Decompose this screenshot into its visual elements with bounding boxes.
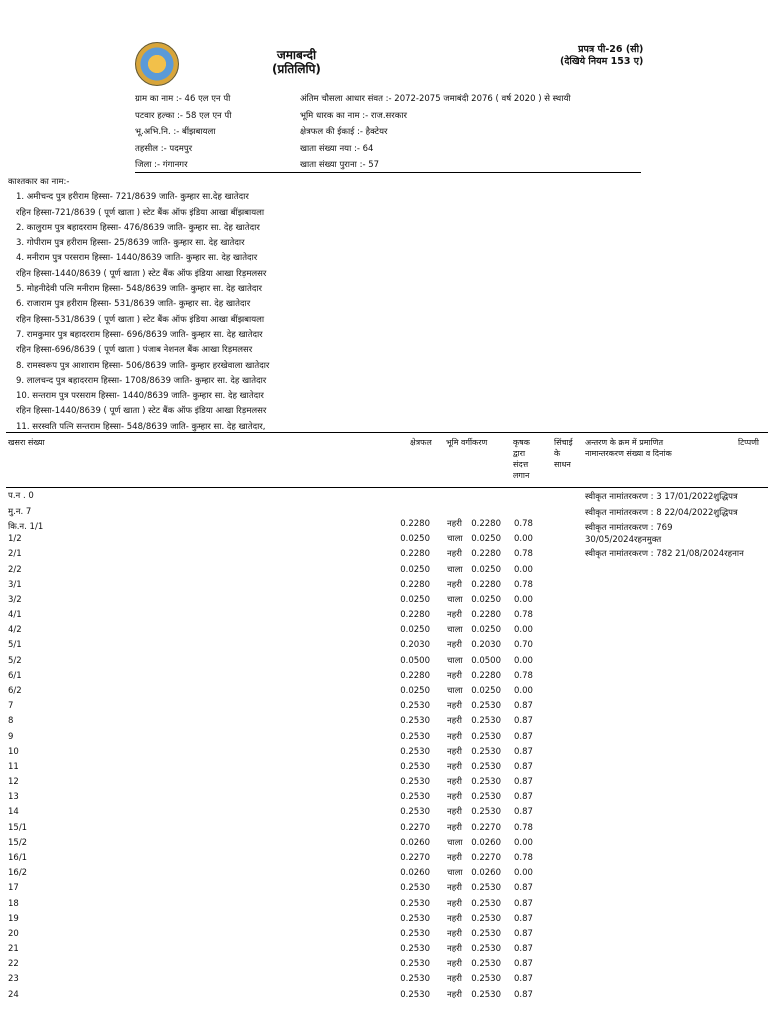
area-value: 0.2280 (400, 519, 430, 529)
rajasthan-emblem-logo (135, 42, 179, 86)
area-value: 0.2530 (400, 777, 430, 788)
col-remarks: टिप्पणी (738, 438, 759, 447)
farmer-area-value: 0.2530 (471, 777, 501, 788)
rent-value: 0.70 (514, 640, 533, 651)
rent-value: 0.87 (514, 746, 533, 757)
rent-value: 0.78 (514, 610, 533, 621)
land-record-inspector: भू.अभि.नि. :- बींझबायला (135, 127, 216, 137)
table-top-rule (6, 432, 768, 433)
table-row (0, 611, 768, 625)
area-value: 0.2530 (400, 731, 430, 742)
col-farmer-rent-line: द्वारा (513, 449, 526, 458)
col-irrigation-line: सिंचाई (554, 438, 573, 447)
table-row (0, 702, 768, 716)
farmer-area-value: 0.0250 (471, 594, 501, 605)
area-value: 0.0260 (400, 868, 430, 879)
rent-value: 0.00 (514, 534, 533, 545)
patwar-halka: पटवार हल्का :- 58 एल एन पी (135, 110, 232, 121)
owners-heading: काश्तकार का नाम:- (8, 177, 70, 187)
area-value: 0.0250 (400, 594, 430, 605)
land-class: नहरी (447, 807, 462, 818)
rent-value: 0.87 (514, 989, 533, 1000)
owner-line: 2. कालुराम पुत्र बहादरराम हिस्सा- 476/8639 जाति- कुम्हार सा. देह खातेदार (16, 222, 260, 233)
khasra-number: 9 (8, 731, 14, 742)
col-farmer-rent-line: कृषक (513, 438, 530, 447)
col-land-class: भूमि वर्गीकरण (446, 438, 488, 447)
khasra-number: 4/1 (8, 610, 22, 621)
khasra-number: 4/2 (8, 625, 22, 636)
table-row (0, 550, 768, 564)
land-class: नहरी (447, 610, 462, 621)
mutation-note: 30/05/2024रहनमुक्त (585, 535, 662, 545)
khasra-number: 14 (8, 807, 19, 818)
farmer-area-value: 0.2280 (471, 519, 501, 529)
area-value: 0.2280 (400, 610, 430, 621)
table-row (0, 915, 768, 929)
farmer-area-value: 0.2280 (471, 549, 501, 560)
khasra-number: 6/2 (8, 685, 22, 696)
patta-number: प.न . 0 (8, 491, 34, 501)
header-left-block (135, 91, 231, 174)
rent-value: 0.87 (514, 883, 533, 894)
table-row (0, 733, 768, 747)
mutation-note: स्वीकृत नामांतरकरण : 782 21/08/2024रहनान (585, 549, 744, 559)
mutation-note: स्वीकृत नामांतरकरण : 769 (585, 523, 673, 533)
area-value: 0.0250 (400, 534, 430, 545)
table-row (0, 687, 768, 701)
rent-value: 0.87 (514, 913, 533, 924)
farmer-area-value: 0.0500 (471, 655, 501, 666)
land-class: नहरी (447, 944, 462, 955)
farmer-area-value: 0.2530 (471, 746, 501, 757)
farmer-area-value: 0.2530 (471, 701, 501, 712)
table-row (0, 626, 768, 640)
owner-line: 8. रामस्वरूप पुत्र आशाराम हिस्सा- 506/8639 जाति- कुम्हार हरखेवाला खातेदार (16, 360, 270, 371)
farmer-area-value: 0.2530 (471, 807, 501, 818)
khasra-number: 19 (8, 913, 19, 924)
khasra-number: 7 (8, 701, 14, 712)
farmer-area-value: 0.2530 (471, 913, 501, 924)
farmer-area-value: 0.0250 (471, 564, 501, 575)
col-farmer-rent (513, 437, 530, 481)
land-class: नहरी (447, 701, 462, 712)
col-irrigation (554, 437, 573, 470)
khasra-number: 18 (8, 898, 19, 909)
table-row (0, 748, 768, 762)
area-value: 0.2530 (400, 944, 430, 955)
village-name: ग्राम का नाम :- 46 एल एन पी (135, 94, 231, 104)
area-value: 0.2530 (400, 761, 430, 772)
land-class: चाला (447, 868, 463, 879)
farmer-area-value: 0.2530 (471, 928, 501, 939)
table-row (0, 657, 768, 671)
table-row (0, 945, 768, 959)
title-line-1: जमाबन्दी (276, 48, 317, 62)
khasra-number: 8 (8, 716, 14, 727)
khasra-number: 2/2 (8, 564, 22, 575)
land-class: चाला (447, 655, 463, 666)
land-class: नहरी (447, 640, 462, 651)
table-row (0, 930, 768, 944)
land-class: चाला (447, 837, 463, 848)
owner-line: 4. मनीराम पुत्र परसराम हिस्सा- 1440/8639 जाति- कुम्हार सा. देह खातेदार (16, 253, 258, 264)
rent-value: 0.87 (514, 898, 533, 909)
table-row (0, 869, 768, 883)
khasra-number: 23 (8, 974, 19, 985)
land-class: नहरी (447, 913, 462, 924)
farmer-area-value: 0.0250 (471, 685, 501, 696)
khasra-number: 21 (8, 944, 19, 955)
rent-value: 0.87 (514, 716, 533, 727)
table-row (0, 566, 768, 580)
farmer-area-value: 0.2280 (471, 670, 501, 681)
table-row (0, 672, 768, 686)
land-holder-name: भूमि धारक का नाम :- राज.सरकार (300, 110, 407, 121)
rent-value: 0.87 (514, 807, 533, 818)
land-class: नहरी (447, 883, 462, 894)
land-class: नहरी (447, 974, 462, 985)
area-value: 0.2530 (400, 913, 430, 924)
document-title (272, 48, 321, 76)
table-row (0, 960, 768, 974)
khasra-number: 24 (8, 989, 19, 1000)
land-class: नहरी (447, 670, 462, 681)
khasra-number: 13 (8, 792, 19, 803)
land-class: नहरी (447, 761, 462, 772)
land-class: नहरी (447, 549, 462, 560)
area-value: 0.2530 (400, 883, 430, 894)
farmer-area-value: 0.0260 (471, 868, 501, 879)
khasra-number: 5/1 (8, 640, 22, 651)
land-class: चाला (447, 685, 463, 696)
land-class: चाला (447, 594, 463, 605)
land-class: नहरी (447, 746, 462, 757)
farmer-area-value: 0.0260 (471, 837, 501, 848)
col-irrigation-line: के (554, 449, 561, 458)
khasra-number: 16/1 (8, 852, 28, 863)
owner-line: रहिन हिस्सा-531/8639 ( पूर्ण खाता ) स्टेट बैंक ऑफ इंडिया आखा बींझबायला (16, 314, 265, 325)
khasra-number: 1/2 (8, 534, 22, 545)
land-class: नहरी (447, 716, 462, 727)
table-row (0, 854, 768, 868)
rent-value: 0.87 (514, 701, 533, 712)
table-row (0, 793, 768, 807)
tehsil: तहसील :- पदमपुर (135, 143, 193, 154)
area-value: 0.2530 (400, 746, 430, 757)
rent-value: 0.00 (514, 868, 533, 879)
col-irrigation-line: साधन (554, 460, 571, 469)
rent-value: 0.87 (514, 944, 533, 955)
area-value: 0.0250 (400, 564, 430, 575)
rent-value: 0.87 (514, 792, 533, 803)
khasra-number: 5/2 (8, 655, 22, 666)
area-value: 0.2530 (400, 898, 430, 909)
rent-value: 0.78 (514, 852, 533, 863)
khasra-number: 12 (8, 777, 19, 788)
rent-value: 0.87 (514, 777, 533, 788)
rent-value: 0.00 (514, 564, 533, 575)
land-class: चाला (447, 625, 463, 636)
land-class: चाला (447, 534, 463, 545)
farmer-area-value: 0.0250 (471, 534, 501, 545)
rent-value: 0.87 (514, 731, 533, 742)
rent-value: 0.78 (514, 549, 533, 560)
rent-value: 0.00 (514, 655, 533, 666)
khasra-number: 3/1 (8, 579, 22, 590)
land-class: नहरी (447, 822, 462, 833)
farmer-area-value: 0.2530 (471, 731, 501, 742)
table-row (0, 808, 768, 822)
kila-number: कि.न. 1/1 (8, 522, 44, 532)
farmer-area-value: 0.2280 (471, 579, 501, 590)
land-class: नहरी (447, 777, 462, 788)
owner-line: रहिन हिस्सा-721/8639 ( पूर्ण खाता ) स्टेट बैंक ऑफ इंडिया आखा बींझबायला (16, 207, 265, 218)
area-value: 0.2530 (400, 701, 430, 712)
form-reference (560, 44, 643, 68)
rent-value: 0.78 (514, 670, 533, 681)
owner-line: रहिन हिस्सा-1440/8639 ( पूर्ण खाता ) स्टेट बैंक ऑफ इंडिया आखा रिड़मलसर (16, 268, 267, 279)
area-value: 0.2270 (400, 852, 430, 863)
land-class: चाला (447, 564, 463, 575)
area-value: 0.2280 (400, 549, 430, 560)
land-class: नहरी (447, 959, 462, 970)
khasra-number: 17 (8, 883, 19, 894)
rent-value: 0.78 (514, 579, 533, 590)
table-row (0, 778, 768, 792)
land-class: नहरी (447, 792, 462, 803)
farmer-area-value: 0.2530 (471, 898, 501, 909)
owner-line: 3. गोपीराम पुत्र हरीराम हिस्सा- 25/8639 जाति- कुम्हार सा. देह खातेदार (16, 238, 245, 249)
area-value: 0.2030 (400, 640, 430, 651)
land-class: नहरी (447, 519, 462, 529)
rent-value: 0.87 (514, 928, 533, 939)
land-class: नहरी (447, 731, 462, 742)
farmer-area-value: 0.2270 (471, 852, 501, 863)
farmer-area-value: 0.2530 (471, 989, 501, 1000)
header-right-block (300, 91, 571, 174)
khasra-number: 3/2 (8, 594, 22, 605)
table-row (0, 900, 768, 914)
table-row (0, 763, 768, 777)
owner-line: 7. रामकुमार पुत्र बहादरराम हिस्सा- 696/8639 जाति- कुम्हार सा. देह खातेदार (16, 329, 263, 340)
land-class: नहरी (447, 928, 462, 939)
col-mutation-line: नामान्तरकरण संख्या व दिनांक (585, 449, 672, 458)
table-row (0, 839, 768, 853)
land-class: नहरी (447, 579, 462, 590)
area-value: 0.0260 (400, 837, 430, 848)
area-value: 0.2280 (400, 670, 430, 681)
land-class: नहरी (447, 989, 462, 1000)
owner-line: 5. मोहनीदेवी पत्नि मनीराम हिस्सा- 548/8639 जाति- कुम्हार सा. देह खातेदार (16, 284, 263, 295)
rent-value: 0.87 (514, 974, 533, 985)
settlement-basis: अंतिम चौसला आधार संवत :- 2072-2075 जमाबंदी 2076 ( वर्ष 2020 ) से स्थायी (300, 94, 571, 104)
owner-line: रहिन हिस्सा-696/8639 ( पूर्ण खाता ) पंजाब नेशनल बैंक आखा रिड़मलसर (16, 345, 253, 356)
khasra-number: 10 (8, 746, 19, 757)
area-value: 0.2530 (400, 928, 430, 939)
owner-line: 1. अमीचन्द पुत्र हरीराम हिस्सा- 721/8639 जाति- कुम्हार सा.देह खातेदार (16, 192, 249, 203)
farmer-area-value: 0.2530 (471, 716, 501, 727)
farmer-area-value: 0.0250 (471, 625, 501, 636)
khasra-number: 22 (8, 959, 19, 970)
rent-value: 0.00 (514, 685, 533, 696)
title-line-2: (प्रतिलिपि) (272, 62, 321, 76)
col-farmer-rent-line: लगान (513, 471, 530, 480)
khasra-number: 20 (8, 928, 19, 939)
area-value: 0.2280 (400, 579, 430, 590)
farmer-area-value: 0.2030 (471, 640, 501, 651)
mul-number: मु.न. 7 (8, 507, 32, 517)
mutation-note: स्वीकृत नामांतरकरण : 3 17/01/2022शुद्धिपत्र (585, 492, 738, 502)
table-row (0, 535, 768, 549)
table-header-rule (6, 487, 768, 488)
table-row (0, 824, 768, 838)
area-value: 0.2270 (400, 822, 430, 833)
owner-line: 9. लालचन्द पुत्र बहादरराम हिस्सा- 1708/8639 जाति- कुम्हार सा. देह खातेदार (16, 375, 267, 386)
rent-value: 0.78 (514, 822, 533, 833)
khasra-number: 11 (8, 761, 19, 772)
rent-value: 0.00 (514, 837, 533, 848)
area-value: 0.2530 (400, 792, 430, 803)
owners-block (8, 175, 269, 435)
col-mutation-line: अन्तरण के क्रम में प्रमाणित (585, 438, 664, 447)
rent-value: 0.00 (514, 594, 533, 605)
khata-old: खाता संख्या पुराना :- 57 (300, 160, 380, 170)
area-value: 0.2530 (400, 807, 430, 818)
area-value: 0.0500 (400, 655, 430, 666)
mutation-note: स्वीकृत नामांतरकरण : 8 22/04/2022शुद्धिपत्र (585, 508, 738, 518)
form-line-2: (देखिये नियम 153 ए) (560, 56, 644, 67)
col-khasra: खसरा संख्या (8, 438, 45, 447)
land-class: नहरी (447, 898, 462, 909)
col-area: क्षेत्रफल (410, 438, 432, 447)
farmer-area-value: 0.2530 (471, 792, 501, 803)
district: जिला :- गंगानगर (135, 160, 188, 170)
area-value: 0.0250 (400, 625, 430, 636)
khasra-number: 16/2 (8, 868, 28, 879)
table-row (0, 717, 768, 731)
table-row (0, 991, 768, 1005)
owner-line: 11. सरस्वति पत्नि सन्तराम हिस्सा- 548/8639 जाति- कुम्हार सा. देह खातेदार, (16, 421, 266, 432)
land-class: नहरी (447, 852, 462, 863)
owner-line: 10. सन्तराम पुत्र परसराम हिस्सा- 1440/8639 जाति- कुम्हार सा. देह खातेदार (16, 391, 264, 402)
table-row (0, 596, 768, 610)
khasra-number: 2/1 (8, 549, 22, 560)
area-value: 0.2530 (400, 959, 430, 970)
table-row (0, 581, 768, 595)
owner-line: 6. राजाराम पुत्र हरीराम हिस्सा- 531/8639 जाति- कुम्हार सा. देह खातेदार (16, 299, 251, 310)
col-mutation (585, 437, 672, 459)
area-value: 0.2530 (400, 716, 430, 727)
area-unit: क्षेत्रफल की ईकाई :- हैक्टेयर (300, 127, 388, 137)
farmer-area-value: 0.2530 (471, 974, 501, 985)
farmer-area-value: 0.2280 (471, 610, 501, 621)
khasra-number: 15/2 (8, 837, 28, 848)
area-value: 0.0250 (400, 685, 430, 696)
farmer-area-value: 0.2530 (471, 761, 501, 772)
table-row (0, 884, 768, 898)
header-divider (135, 172, 641, 173)
rent-value: 0.87 (514, 959, 533, 970)
rent-value: 0.00 (514, 625, 533, 636)
farmer-area-value: 0.2530 (471, 959, 501, 970)
form-line-1: प्रपत्र पी-26 (सी) (578, 44, 644, 55)
rent-value: 0.87 (514, 761, 533, 772)
rent-value: 0.78 (514, 519, 533, 529)
farmer-area-value: 0.2530 (471, 944, 501, 955)
col-farmer-rent-line: संदत्त (513, 460, 529, 469)
table-row (0, 975, 768, 989)
table-row (0, 641, 768, 655)
khata-new: खाता संख्या नया :- 64 (300, 143, 374, 154)
khasra-number: 6/1 (8, 670, 22, 681)
khasra-number: 15/1 (8, 822, 28, 833)
farmer-area-value: 0.2530 (471, 883, 501, 894)
farmer-area-value: 0.2270 (471, 822, 501, 833)
area-value: 0.2530 (400, 974, 430, 985)
table-row (0, 520, 768, 534)
area-value: 0.2530 (400, 989, 430, 1000)
owner-line: रहिन हिस्सा-1440/8639 ( पूर्ण खाता ) स्टेट बैंक ऑफ इंडिया आखा रिड़मलसर (16, 406, 267, 417)
